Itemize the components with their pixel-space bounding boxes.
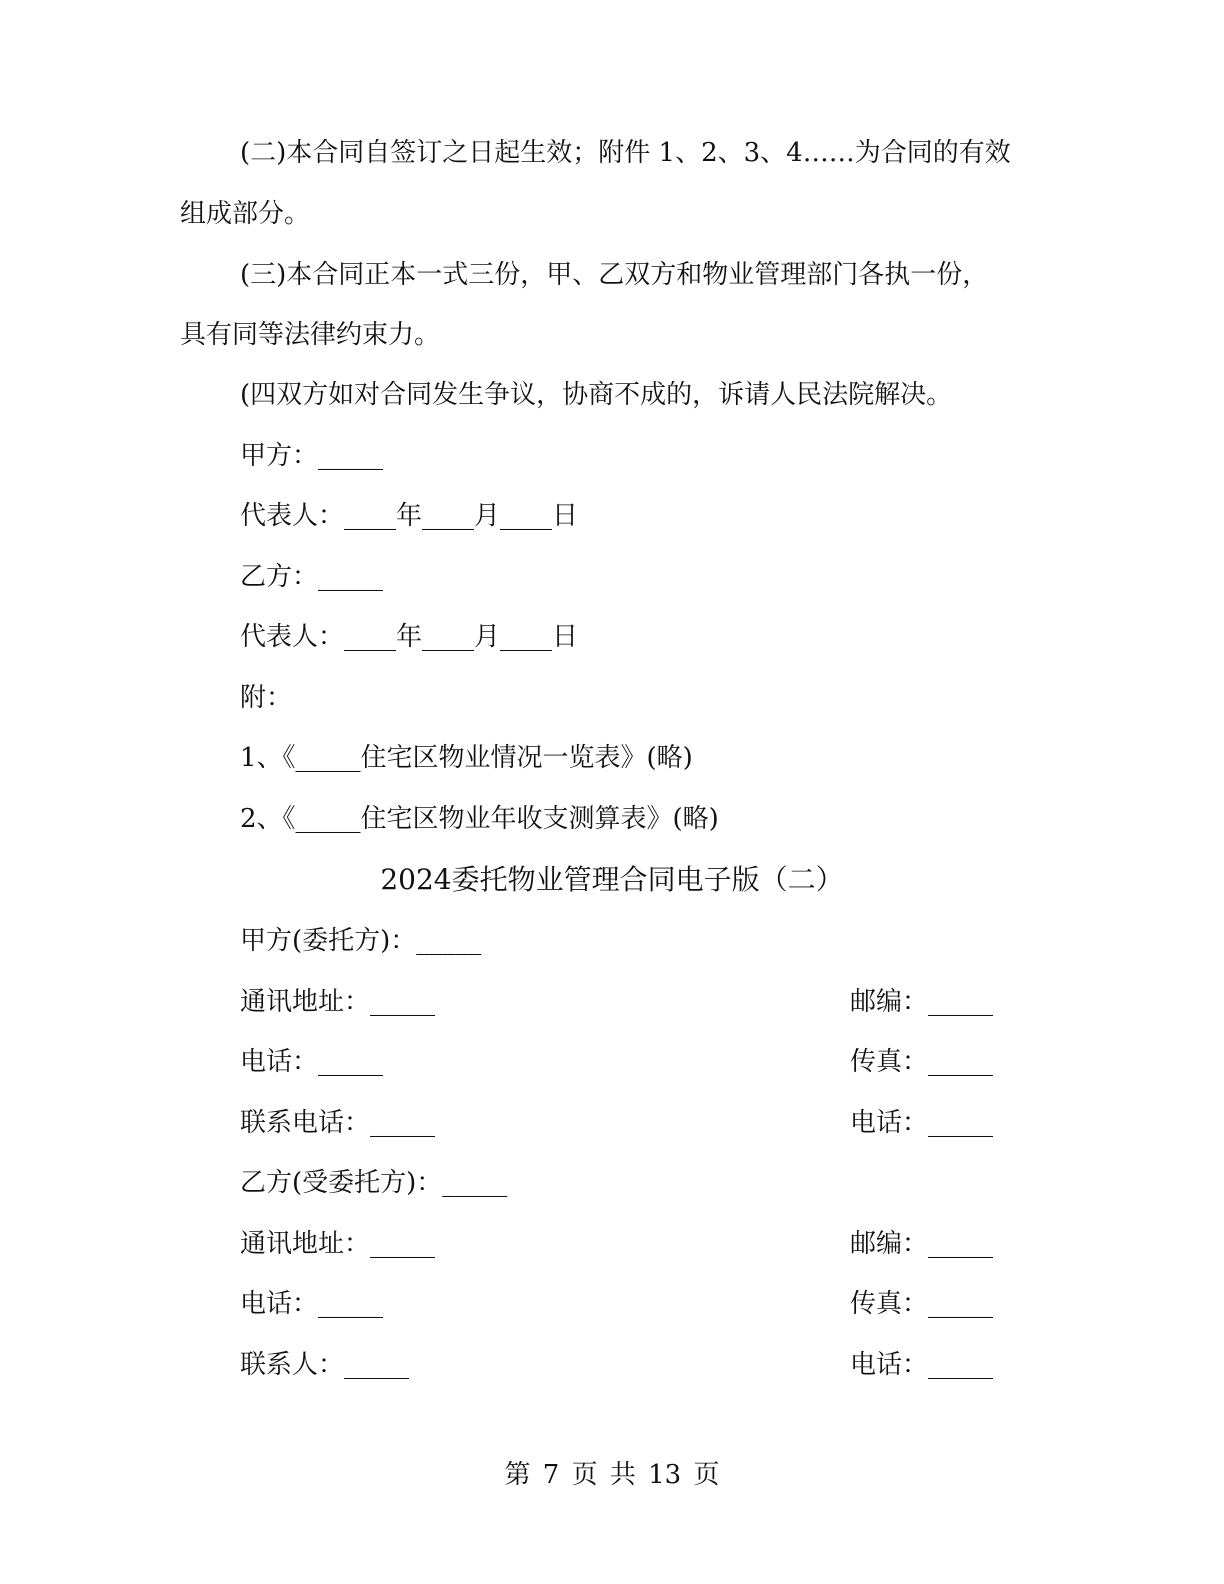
party-b-contact: 联系人：_____ bbox=[240, 1350, 410, 1380]
party-a-phone-2: 电话：_____ bbox=[850, 1108, 994, 1138]
party-a-phone: 电话：_____ bbox=[240, 1047, 384, 1077]
party-b-address: 通讯地址：_____ bbox=[240, 1229, 436, 1259]
attachment-item-1: 1、《_____住宅区物业情况一览表》(略) bbox=[240, 743, 693, 773]
party-a-contact-phone: 联系电话：_____ bbox=[240, 1108, 436, 1138]
party-b-signature: 乙方：_____ bbox=[240, 562, 384, 592]
clause-3-line-2: 具有同等法律约束力。 bbox=[180, 320, 441, 350]
party-a-contact-row bbox=[0, 1106, 1224, 1140]
party-a-postcode: 邮编：_____ bbox=[850, 987, 994, 1017]
party-b-phone-row bbox=[0, 1287, 1224, 1321]
clause-2-line-2: 组成部分。 bbox=[180, 199, 311, 229]
party-a-address-row bbox=[0, 985, 1224, 1019]
clause-4-line-1: (四双方如对合同发生争议，协商不成的，诉请人民法院解决。 bbox=[240, 380, 953, 410]
party-b-address-row bbox=[0, 1227, 1224, 1261]
party-a-representative: 代表人：____年____月____日 bbox=[240, 501, 579, 531]
clause-3-line-1: (三)本合同正本一式三份，甲、乙双方和物业管理部门各执一份， bbox=[240, 260, 989, 290]
clause-2-line-1: (二)本合同自签订之日起生效；附件 1、2、3、4……为合同的有效 bbox=[240, 138, 1011, 168]
party-a-address: 通讯地址：_____ bbox=[240, 987, 436, 1017]
attachment-item-2: 2、《_____住宅区物业年收支测算表》(略) bbox=[240, 804, 719, 834]
party-a-phone-row bbox=[0, 1045, 1224, 1079]
party-a-signature: 甲方：_____ bbox=[240, 441, 384, 471]
party-a-name: 甲方(委托方)：_____ bbox=[240, 926, 482, 956]
page-number: 第 7 页 共 13 页 bbox=[504, 1460, 720, 1490]
party-b-phone-2: 电话：_____ bbox=[850, 1350, 994, 1380]
party-b-representative: 代表人：____年____月____日 bbox=[240, 622, 579, 652]
party-b-name: 乙方(受委托方)：_____ bbox=[240, 1168, 508, 1198]
party-a-fax: 传真：_____ bbox=[850, 1047, 994, 1077]
party-b-postcode: 邮编：_____ bbox=[850, 1229, 994, 1259]
attachments-heading: 附： bbox=[240, 683, 293, 713]
party-b-phone: 电话：_____ bbox=[240, 1289, 384, 1319]
party-b-fax: 传真：_____ bbox=[850, 1289, 994, 1319]
section-title: 2024委托物业管理合同电子版（二） bbox=[380, 863, 844, 896]
party-b-contact-row bbox=[0, 1348, 1224, 1382]
